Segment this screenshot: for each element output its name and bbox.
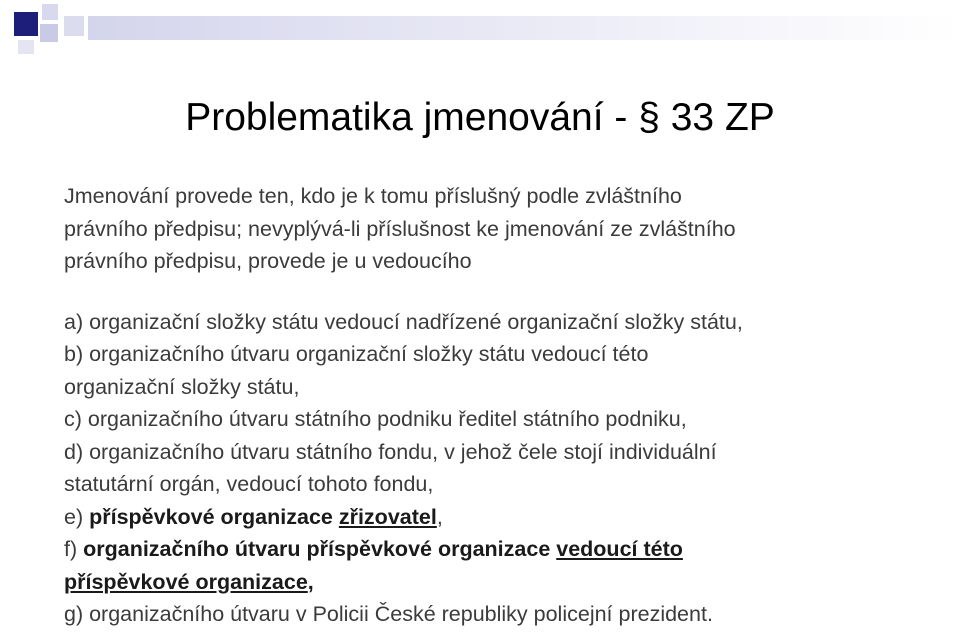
header-gradient-band [88,16,960,40]
item-f-underline: vedoucí této [556,537,683,561]
intro-line: právního předpisu; nevyplývá-li příslušnost ke jmenování ze zvláštního [64,216,736,241]
item-e-prefix: e) [64,504,90,529]
navy-square-icon [14,12,38,36]
light-square-icon [64,16,84,36]
header-decoration [0,0,960,60]
intro-line: Jmenování provede ten, kdo je k tomu příslušný podle zvláštního [64,184,682,208]
item-e-underline: zřizovatel [338,504,437,529]
light-square-icon [40,24,58,42]
paragraph-gap [64,278,944,306]
light-square-icon [42,4,58,20]
intro-line: právního předpisu, provede je u vedoucího [64,249,472,273]
slide-title: Problematika jmenování - § 33 ZP [185,96,775,139]
item-b-line2: organizační složky státu, [64,374,300,399]
slide-body [64,180,944,631]
item-b-line1: b) organizačního útvaru organizační složky státu vedoucí této [64,342,649,366]
item-e-bold: příspěvkové organizace [89,504,339,529]
item-c: c) organizačního útvaru státního podniku ředitel státního podniku, [64,407,687,431]
item-e-suffix: , [436,504,443,529]
item-f-prefix: f) [64,537,84,561]
item-g: g) organizačního útvaru v Policii České republiky policejní prezident. [64,602,713,626]
item-d-line1: d) organizačního útvaru státního fondu, v jehož čele stojí individuální [64,439,717,464]
item-f-line2 [64,566,944,599]
item-f2-suffix: , [307,569,314,594]
item-f-line1 [64,533,944,566]
light-square-icon [18,40,34,54]
item-f-bold: organizačního útvaru příspěvkové organizace [83,537,557,561]
item-e [64,501,944,534]
item-d-line2: statutární orgán, vedoucí tohoto fondu, [64,472,434,496]
item-f2-underline: příspěvkové organizace [64,569,308,594]
item-a: a) organizační složky státu vedoucí nadřízené organizační složky státu, [64,309,743,334]
